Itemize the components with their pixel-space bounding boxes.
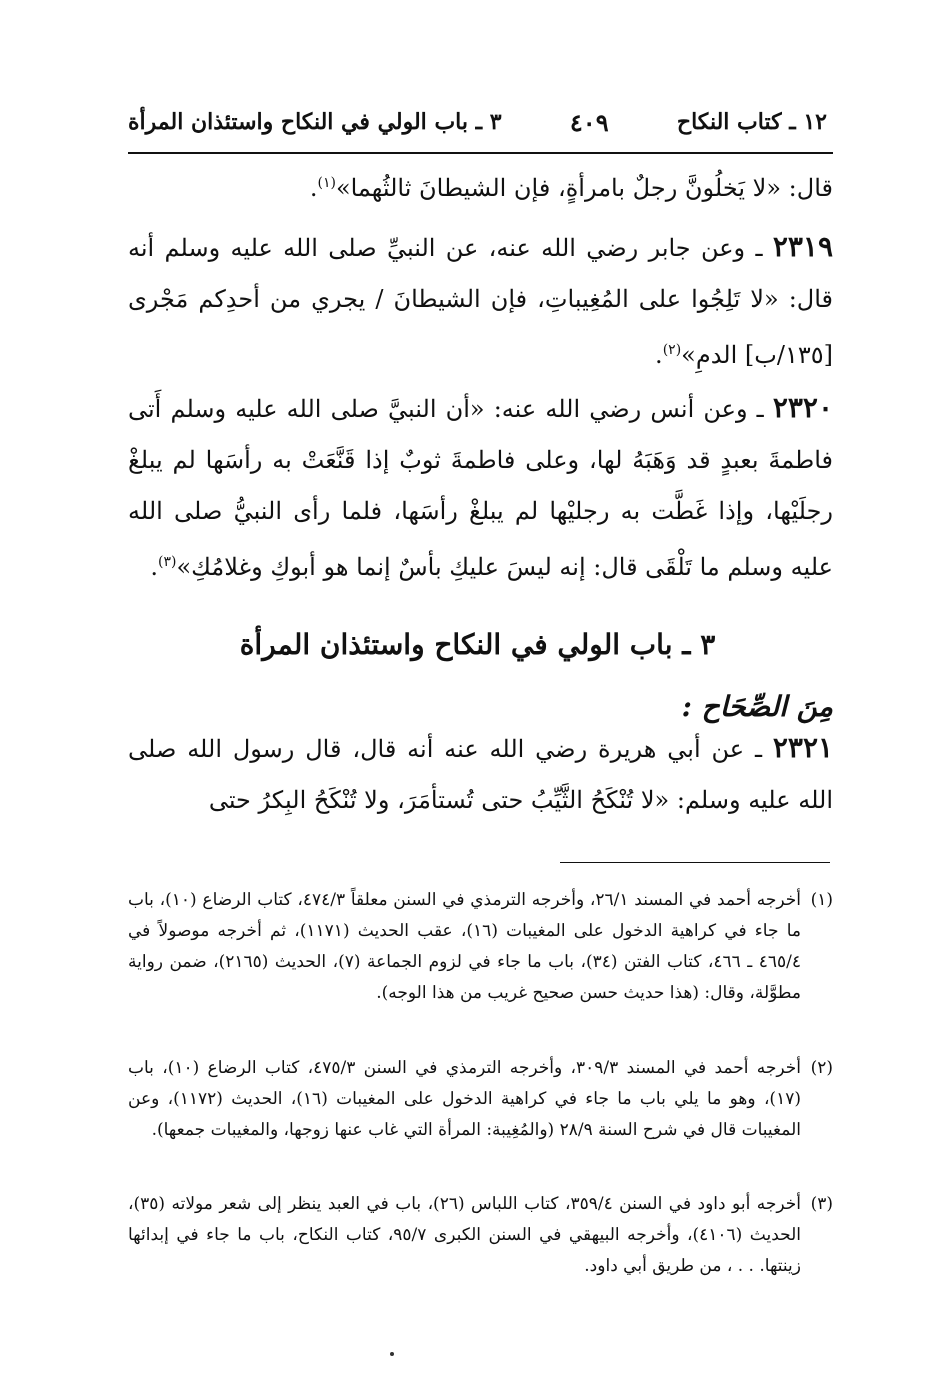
footnote-number-3: (٣)	[810, 1194, 833, 1214]
footnote-1	[128, 885, 833, 1009]
hadith-text-2321: ـ عن أبي هريرة رضي الله عنه أنه قال، قال رسول الله صلى الله عليه وسلم: «لا تُنْكَحُ الثَّيِّبُ حتى تُستأمَرَ، ولا تُنْكَحُ البِكرُ حتى	[128, 735, 833, 814]
hadith-2320: ٢٣٢٠ ـ وعن أنس رضي الله عنه: «أن النبيَّ صلى الله عليه وسلم أَتى فاطمةَ بعبدٍ قد وَهَبَهُ لها، وعلى فاطمةَ ثوبٌ إذا قَنَّعَتْ به رأسَها لم يبلغْ رجلَيْها، وإذا غَطَّت به رجليْها لم يبلغْ رأسَها، فلما رأى النبيُّ صلى الله عليه وسلم ما تَلْقَى قال: إنه ليسَ عليكِ بأسٌ إنما هو أبوكِ وغلامُكِ»$^{(٣)}$.	[128, 391, 833, 581]
hadith-text-2320: ـ وعن أنس رضي الله عنه: «أن النبيَّ صلى الله عليه وسلم أَتى فاطمةَ بعبدٍ قد وَهَبَهُ لها، وعلى فاطمةَ ثوبٌ إذا قَنَّعَتْ به رأسَها لم يبلغْ رجلَيْها، وإذا غَطَّت به رجليْها لم يبلغْ رأسَها، فلما رأى النبيُّ صلى الله عليه وسلم ما تَلْقَى قال: إنه ليسَ عليكِ بأسٌ إنما هو أبوكِ وغلامُكِ»	[128, 395, 833, 581]
header-book-title: ١٢ ـ كتاب النكاح	[676, 109, 827, 135]
footnote-number-2: (٢)	[810, 1058, 833, 1078]
hadith-text-2319: ـ وعن جابر رضي الله عنه، عن النبيِّ صلى الله عليه وسلم أنه قال: «لا تَلِجُوا على المُغِيباتِ، فإن الشيطانَ / يجري من أحدِكم مَجْرى [١٣٥/ب] الدمِ»	[128, 234, 833, 369]
footnote-ref-3: (٣)	[158, 554, 177, 570]
hadith-2321	[128, 722, 833, 826]
footnote-number-1: (١)	[810, 890, 833, 910]
hadith-2319: ٢٣١٩ ـ وعن جابر رضي الله عنه، عن النبيِّ صلى الله عليه وسلم أنه قال: «لا تَلِجُوا على المُغِيباتِ، فإن الشيطانَ / يجري من أحدِكم مَجْرى [١٣٥/ب] الدمِ»$^{(٢)}$.	[128, 230, 833, 369]
printing-mark	[390, 1352, 394, 1356]
section-title: ٣ ـ باب الولي في النكاح واستئذان المرأة	[239, 628, 716, 661]
footnote-3	[128, 1189, 833, 1282]
page-number: ٤٠٩	[569, 107, 609, 137]
continuation-text: قال: «لا يَخلُونَّ رجلٌ بامرأةٍ، فإن الشيطانَ ثالثُهما»	[335, 174, 833, 202]
footnote-2	[128, 1053, 833, 1146]
header-divider	[128, 152, 833, 154]
hadith-number-2321: ٢٣٢١	[772, 731, 834, 764]
hadith-number-2320: ٢٣٢٠	[772, 391, 833, 424]
footnote-ref-2: (٢)	[662, 342, 682, 358]
subsection-heading: مِنَ الصِّحَاح :	[681, 690, 833, 723]
footnote-text-2: أخرجه أحمد في المسند ٣٠٩/٣، وأخرجه الترمذي في السنن ٤٧٥/٣، كتاب الرضاع (١٠)، باب (١٧)، وهو ما يلي باب ما جاء في كراهية الدخول على المغيبات (١٦)، الحديث (١١٧٢)، وعن المغيبات قال في شرح السنة ٢٨/٩ (والمُغِيبة: المرأة التي غاب عنها زوجها، والمغيبات جمعها).	[128, 1058, 801, 1140]
header-chapter-title: ٣ ـ باب الولي في النكاح واستئذان المرأة	[128, 109, 502, 135]
footnote-divider	[560, 862, 830, 863]
continuation-paragraph: قال: «لا يَخلُونَّ رجلٌ بامرأةٍ، فإن الشيطانَ ثالثُهما»$^{(١)}$.	[309, 174, 833, 202]
running-header	[128, 100, 827, 144]
footnote-ref-1: (١)	[317, 175, 336, 191]
footnote-text-3: أخرجه أبو داود في السنن ٣٥٩/٤، كتاب اللباس (٢٦)، باب في العبد ينظر إلى شعر مولاته (٣٥)، الحديث (٤١٠٦)، وأخرجه البيهقي في السنن الكبرى ٩٥/٧، كتاب النكاح، باب ما جاء في إبدائها زينتها. . . ، من طريق أبي داود.	[128, 1194, 802, 1276]
hadith-number-2319: ٢٣١٩	[772, 230, 833, 263]
footnote-text-1: أخرجه أحمد في المسند ٢٦/١، وأخرجه الترمذي في السنن معلقاً ٤٧٤/٣، كتاب الرضاع (١٠)، باب ما جاء في كراهية الدخول على المغيبات (١٦)، عقب الحديث (١١٧١)، ثم أخرجه موصولاً في ٤٦٥/٤ ـ ٤٦٦، كتاب الفتن (٣٤)، باب ما جاء في لزوم الجماعة (٧)، الحديث (٢١٦٥)، ضمن رواية مطوَّلة، وقال: (هذا حديث حسن صحيح غريب من هذا الوجه).	[128, 890, 801, 1003]
